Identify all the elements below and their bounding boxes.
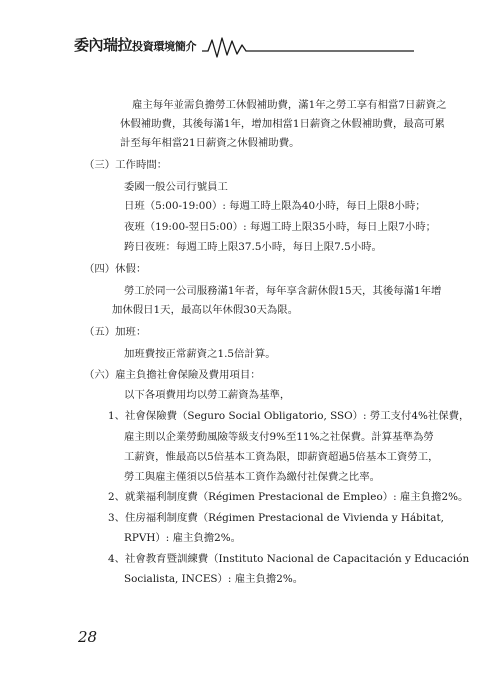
- body-line: 加休假日1天，最高以年休假30天為限。: [112, 304, 299, 316]
- body-line: Socialista, INCES）: 雇主負擔2%。: [124, 573, 304, 585]
- body-line: 休假補助費，其後每滿1年，增加相當1日薪資之休假補助費，最高可累: [120, 118, 445, 130]
- heartbeat-line-icon: [202, 33, 414, 59]
- body-line: 以下各項費用均以勞工薪資為基準，: [124, 389, 291, 401]
- body-line: 計至每年相當21日薪資之休假補助費。: [120, 137, 300, 149]
- section-heading: （六）雇主負擔社會保險及費用項目：: [84, 369, 261, 381]
- list-item: 4、社會教育暨訓練費（Instituto Nacional de Capacitación y Educación: [108, 553, 470, 565]
- body-line: 日班（5:00-19:00）: 每週工時上限為40小時，每日上限8小時；: [124, 200, 426, 212]
- list-item: 2、就業福利制度費（Régimen Prestacional de Empleo）: 雇主負擔2%。: [108, 491, 469, 503]
- body-line: 勞工與雇主僅須以5倍基本工資作為繳付社保費之比率。: [124, 471, 380, 483]
- list-item: 3、住房福利制度費（Régimen Prestacional de Vivienda y Hábitat,: [108, 512, 444, 524]
- body-line: 雇主則以企業勞動風險等級支付9%至11%之社保費。計算基準為勞: [124, 431, 434, 443]
- body-line: RPVH）: 雇主負擔2%。: [124, 532, 242, 544]
- body-line: 勞工於同一公司服務滿1年者，每年享含薪休假15天，其後每滿1年增: [124, 285, 442, 297]
- body-line: 雇主每年並需負擔勞工休假補助費，滿1年之勞工享有相當7日薪資之: [132, 99, 447, 111]
- body-line: 跨日夜班：每週工時上限37.5小時，每日上限7.5小時。: [124, 241, 382, 253]
- section-heading: （五）加班：: [84, 326, 147, 338]
- header-title-main: 委內瑞拉: [74, 36, 133, 54]
- section-heading: （四）休假：: [84, 263, 147, 275]
- page-header: [0, 0, 480, 60]
- body-line: 加班費按正常薪資之1.5倍計算。: [124, 348, 276, 360]
- section-heading: （三）工作時間：: [84, 159, 168, 171]
- list-item: 1、社會保險費（Seguro Social Obligatorio, SSO）: 勞工支付4%社保費，: [108, 410, 470, 422]
- header-title-sub: 投資環境簡介: [132, 40, 197, 53]
- header-title: [74, 37, 196, 55]
- body-line: 工薪資，惟最高以5倍基本工資為限，即薪資超過5倍基本工資勞工，: [124, 451, 439, 463]
- body-line: 夜班（19:00-翌日5:00）: 每週工時上限35小時，每日上限7小時；: [124, 221, 437, 233]
- body-line: 委國一般公司行號員工: [124, 181, 228, 193]
- page-number: 28: [78, 628, 98, 646]
